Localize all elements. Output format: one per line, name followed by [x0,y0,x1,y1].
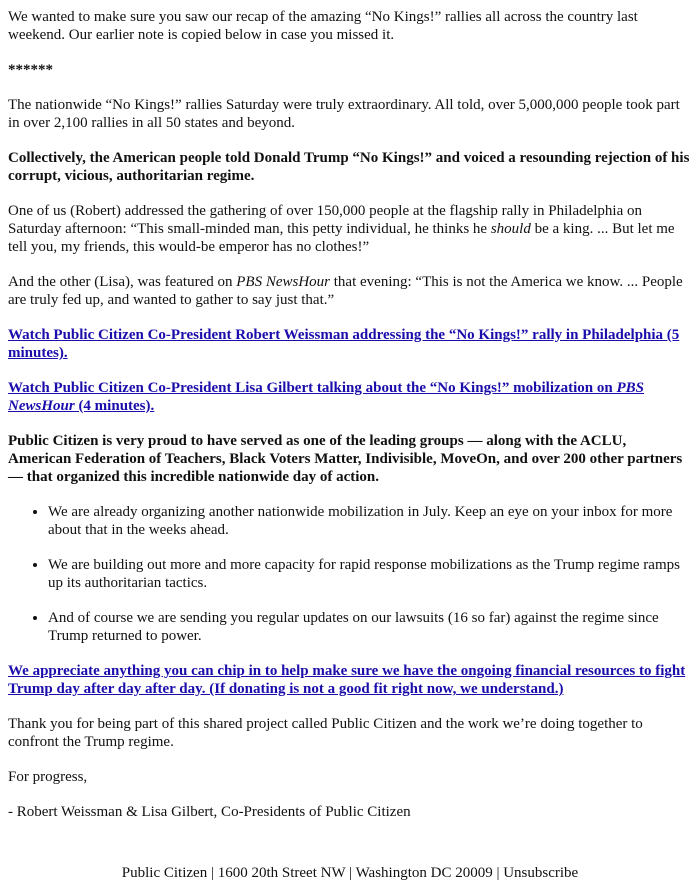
closing-line: For progress, [8,769,88,785]
footer-address: 1600 20th Street NW [217,865,346,881]
donate-link[interactable]: We appreciate anything you can chip in to help make sure we have the ongoing financial resources to fight Trump day after day after day. (If donating is not a good fit right now, we understand.) [8,663,686,697]
lisa-quote-paragraph [8,273,690,309]
updates-list [8,503,690,645]
footer-separator: | [345,865,356,881]
robert-quote-text-1: One of us (Robert) addressed the gathering of over 150,000 people at the flagship rally in Philadelphia on Saturday afternoon: “This small-minded man, this petty individual, he thinks he [8,203,642,237]
lisa-video-paragraph [8,379,690,415]
rally-summary-paragraph: The nationwide “No Kings!” rallies Saturday were truly extraordinary. All told, over 5,000,000 people took part in over 2,100 rallies in all 50 states and beyond. [8,97,680,131]
list-item: • We are already organizing another nationwide mobilization in July. Keep an eye on your inbox for more about that in the weeks ahead. [48,503,690,539]
signature-line: - Robert Weissman & Lisa Gilbert, Co-Presidents of Public Citizen [8,804,411,820]
thank-you-paragraph: Thank you for being part of this shared project called Public Citizen and the work we’re doing together to confront the Trump regime. [8,716,643,750]
lisa-video-link-text-2[interactable]: (4 minutes). [74,398,155,414]
footer-separator: | [492,865,504,881]
robert-video-link[interactable]: Watch Public Citizen Co-President Robert Weissman addressing the “No Kings!” rally in Philadelphia (5 minutes). [8,327,680,361]
lisa-video-link-text-1[interactable]: Watch Public Citizen Co-President Lisa Gilbert talking about the “No Kings!” mobilization on [8,380,617,396]
pbs-newshour-emphasis: PBS NewsHour [236,274,331,290]
email-footer [0,864,700,882]
intro-paragraph: We wanted to make sure you saw our recap of the amazing “No Kings!” rallies all across the country last weekend. Our earlier note is copied below in case you missed it. [8,9,638,43]
lisa-quote-text-1: And the other (Lisa), was featured on [8,274,237,290]
separator: ****** [8,62,53,78]
rejection-paragraph: Collectively, the American people told Donald Trump “No Kings!” and voiced a resounding rejection of his corrupt, vicious, authoritarian regime. [8,150,690,184]
partners-paragraph: Public Citizen is very proud to have served as one of the leading groups — along with the ACLU, American Federation of Teachers, Black Voters Matter, Indivisible, MoveOn, and over 200 other partners — that organized this incredible nationwide day of action. [8,433,683,485]
list-item: • And of course we are sending you regular updates on our lawsuits (16 so far) against the regime since Trump returned to power. [48,609,690,645]
unsubscribe-link[interactable]: Unsubscribe [503,865,579,881]
lisa-quote-text-2: that evening: “This is not the America we know. ... People are truly fed up, and wanted to gather to say just that.” [8,274,683,308]
robert-quote-emphasis: should [490,221,531,237]
robert-quote-paragraph [8,202,690,256]
lisa-video-link[interactable] [8,380,644,414]
list-item: • We are building out more and more capacity for rapid response mobilizations as the Trump regime ramps up its authoritarian tactics. [48,556,690,592]
lisa-video-link-emphasis[interactable]: PBS NewsHour [8,380,645,414]
robert-quote-text-2: be a king. ... But let me tell you, my friends, this would-be emperor has no clothes!” [8,221,675,255]
email-body [8,8,690,838]
donate-paragraph [8,662,690,698]
footer-city: Washington DC 20009 [355,865,493,881]
footer-separator: | [207,865,218,881]
footer-org: Public Citizen [121,865,208,881]
robert-video-paragraph [8,326,690,362]
